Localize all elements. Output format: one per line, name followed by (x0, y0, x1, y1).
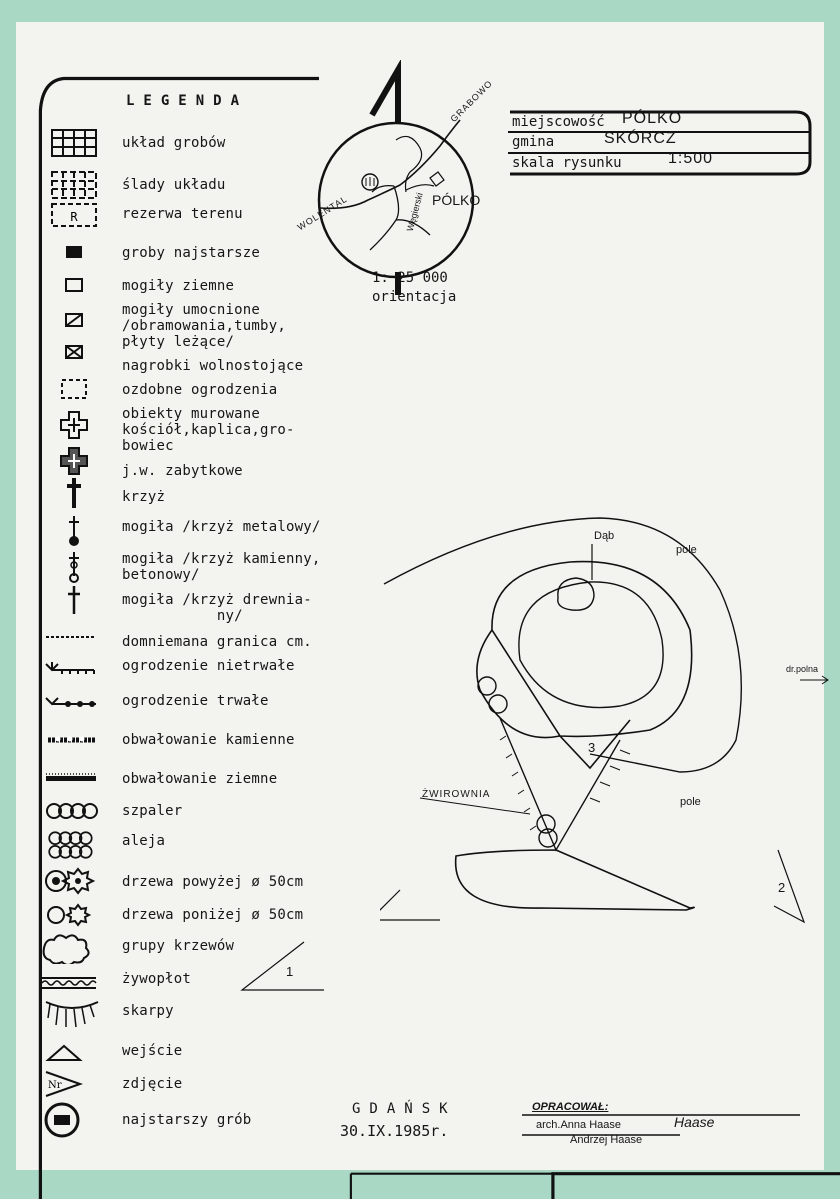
svg-text:R: R (70, 210, 78, 224)
legend-label: obiekty murowane kościół,kaplica,gro- bowiec (122, 406, 295, 454)
grid-icon (38, 126, 108, 160)
legend-label: ogrodzenie trwałe (122, 693, 269, 709)
legend-label: domniemana granica cm. (122, 634, 312, 650)
footer-city: GDAŃSK (352, 1101, 457, 1117)
metal-cross-grave-icon (38, 514, 108, 548)
dashed-grid-icon (38, 168, 108, 202)
reserve-r-icon (38, 198, 108, 232)
inner-ring (519, 582, 663, 708)
legend-title: LEGENDA (126, 93, 249, 109)
cemetery-outline (477, 562, 692, 768)
locality-value: PÓLKO (622, 110, 683, 127)
oldest-grave-circle-icon (38, 1100, 108, 1140)
stone-embankment-icon (38, 722, 108, 756)
shrubs-icon (38, 930, 108, 964)
legend-label: skarpy (122, 1003, 174, 1019)
polko-label: PÓLKO (432, 192, 481, 208)
escarpment-icon (38, 996, 108, 1030)
filled-rectangle-icon (38, 236, 108, 270)
orientation-caption: orientacja (372, 289, 457, 305)
legend-label: grupy krzewów (122, 938, 235, 954)
legend-label: ogrodzenie nietrwałe (122, 658, 295, 674)
oak-tree (558, 578, 594, 610)
large-tree-icon (38, 864, 108, 898)
photo-arrow-icon (38, 1066, 108, 1100)
stone-cross-grave-icon (38, 550, 108, 584)
wegierski-label: Węgierski (404, 191, 425, 233)
north-arrow (372, 70, 398, 122)
commune-label: gmina (512, 134, 555, 150)
scale-label: skala rysunku (512, 155, 622, 171)
dashed-rectangle-icon (38, 372, 108, 406)
legend-label: zdjęcie (122, 1076, 183, 1092)
prepared-label: OPRACOWAŁ: (532, 1101, 609, 1113)
hedge-icon (38, 966, 108, 1000)
gravel-pit (456, 850, 695, 910)
author-1: arch.Anna Haase (536, 1119, 621, 1131)
slashed-rectangle-icon (38, 304, 108, 338)
legend-label: układ grobów (122, 135, 226, 151)
legend-label: obwałowanie ziemne (122, 771, 278, 787)
legend-label: rezerwa terenu (122, 206, 243, 222)
legend-label: żywopłot (122, 971, 192, 987)
legend-label: obwałowanie kamienne (122, 732, 295, 748)
legend-label: ślady układu (122, 177, 226, 193)
legend-label: najstarszy grób (122, 1112, 252, 1128)
temporary-fence-icon (38, 650, 108, 684)
gravel-pit-label: ŻWIROWNIA (422, 789, 491, 800)
wooden-cross-grave-icon (38, 584, 108, 618)
photo-point-1: 1 (286, 964, 294, 979)
legend-label: groby najstarsze (122, 245, 261, 261)
legend-label: mogiły ziemne (122, 278, 235, 294)
crossed-rectangle-icon (38, 336, 108, 370)
cross-icon (38, 476, 108, 510)
legend-label: drzewa powyżej ø 50cm (122, 874, 304, 890)
orientation-scale: 1: 25 000 (372, 270, 448, 286)
escarpment-path (500, 718, 620, 850)
empty-rectangle-icon (38, 269, 108, 303)
small-tree-icon (38, 898, 108, 932)
road-label: dr.polna (786, 664, 819, 674)
dashed-line-icon (38, 620, 108, 654)
svg-text:Nr: Nr (48, 1080, 62, 1091)
legend-label: nagrobki wolnostojące (122, 358, 304, 374)
earth-embankment-icon (38, 760, 108, 794)
legend-label: wejście (122, 1043, 183, 1059)
legend-label: ozdobne ogrodzenia (122, 382, 278, 398)
field-label-bottom: pole (680, 796, 701, 808)
legend-label: mogiła /krzyż metalowy/ (122, 519, 321, 535)
legend-label: mogiła /krzyż drewnia- ny/ (122, 592, 312, 624)
permanent-fence-icon (38, 686, 108, 720)
legend-label: j.w. zabytkowe (122, 463, 243, 479)
grabowo-label: GRABOWO (448, 78, 495, 124)
field-label-top: pole (676, 544, 697, 556)
legend-label: mogiły umocnione /obramowania,tumby, płyty leżące/ (122, 302, 286, 350)
legend-label: drzewa poniżej ø 50cm (122, 907, 304, 923)
footer-date: 30.IX.1985r. (340, 1122, 449, 1140)
legend-label: szpaler (122, 803, 183, 819)
photo-point-1-arrow (238, 940, 328, 996)
author-2: Andrzej Haase (570, 1134, 643, 1146)
tree-row-icon (38, 794, 108, 828)
signature: Haase (674, 1114, 715, 1130)
scale-value: 1:500 (668, 150, 714, 167)
legend-label: krzyż (122, 489, 166, 505)
commune-value: SKÓRCZ (604, 130, 677, 147)
wolental-label: WOLENTAL (295, 193, 350, 233)
avenue-icon (38, 828, 108, 862)
historic-church-cross-icon (38, 444, 108, 478)
field-boundary (384, 518, 741, 772)
photo-point-2: 2 (778, 880, 786, 895)
church-cross-icon (38, 408, 108, 442)
entrance-triangle-icon (38, 1034, 108, 1068)
site-map (380, 510, 830, 990)
locality-label: miejscowość (512, 114, 605, 130)
legend-label: aleja (122, 833, 166, 849)
photo-point-3: 3 (588, 740, 596, 755)
oak-label: Dąb (594, 530, 615, 542)
legend-label: mogiła /krzyż kamienny, betonowy/ (122, 551, 321, 583)
